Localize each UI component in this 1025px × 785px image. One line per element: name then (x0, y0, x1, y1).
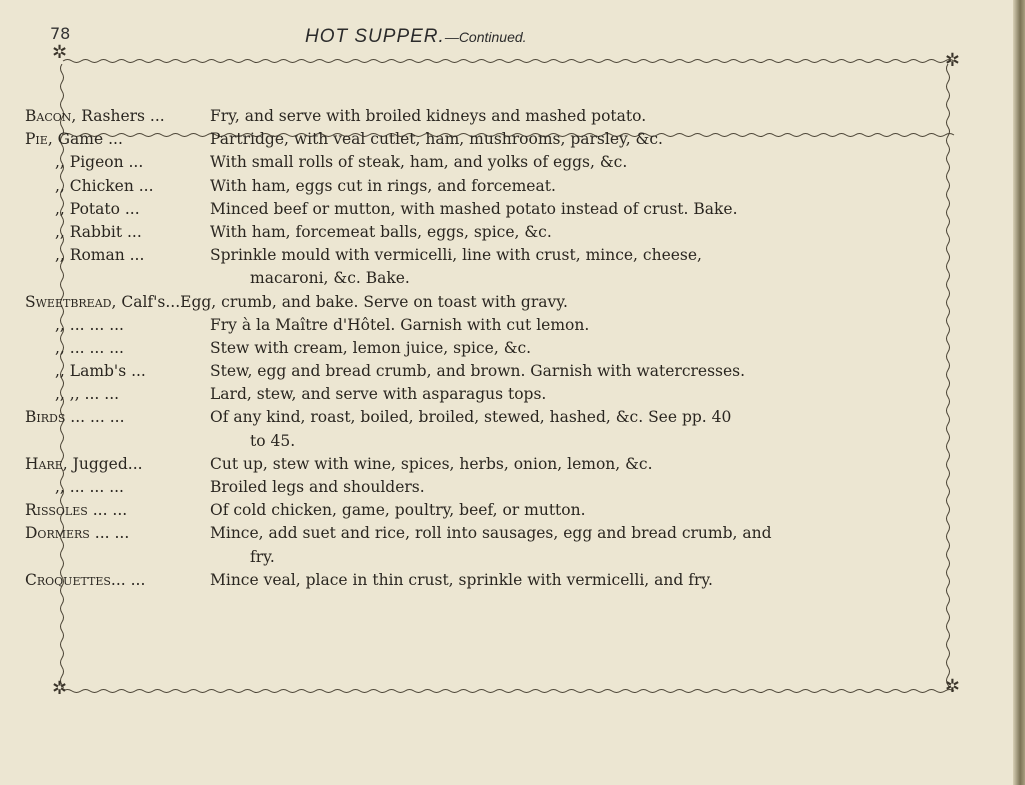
recipe-list (25, 105, 885, 592)
recipe-entry (25, 383, 885, 406)
recipe-entry (25, 267, 885, 290)
recipe-entry (25, 175, 885, 198)
entry-description: With small rolls of steak, ham, and yolks of eggs, &c. (210, 153, 628, 172)
entry-description: Partridge, with veal cutlet, ham, mushrooms, parsley, &c. (210, 130, 663, 149)
entry-description: Sprinkle mould with vermicelli, line with crust, mince, cheese, (210, 246, 702, 265)
recipe-entry (25, 499, 885, 522)
corner-ornament-icon: ✲ (52, 678, 68, 699)
entry-description: Minced beef or mutton, with mashed potato instead of crust. Bake. (210, 199, 738, 218)
entry-label: Bacon, Rashers ... (25, 107, 165, 125)
entry-description-continued: to 45. (250, 431, 296, 450)
entry-description: Fry, and serve with broiled kidneys and mashed potato. (210, 107, 647, 125)
book-spine-shadow (1013, 0, 1025, 785)
wavy-border-bottom (63, 686, 947, 696)
entry-description: Broiled legs and shoulders. (210, 478, 425, 496)
entry-description: With ham, forcemeat balls, eggs, spice, &c. (210, 222, 552, 241)
entry-description: Lard, stew, and serve with asparagus tops. (210, 385, 547, 404)
entry-label: Dormers ... ... (25, 524, 130, 543)
entry-label: ,, ... ... ... (55, 478, 124, 496)
entry-label: ,, Lamb's ... (55, 362, 146, 381)
recipe-entry (25, 406, 885, 429)
recipe-entry (25, 569, 885, 592)
entry-description: Fry à la Maître d'Hôtel. Garnish with cut lemon. (210, 315, 590, 334)
wavy-border-top (63, 56, 947, 66)
running-head (305, 26, 527, 48)
entry-label: Birds ... ... ... (25, 408, 125, 427)
entry-label: ,, Potato ... (55, 199, 140, 218)
recipe-entry (25, 291, 885, 314)
corner-ornament-icon: ✲ (52, 42, 68, 63)
entry-description: Mince veal, place in thin crust, sprinkle with vermicelli, and fry. (210, 570, 713, 589)
entry-label: ,, ... ... ... (55, 315, 124, 334)
entry-label: ,, Pigeon ... (55, 153, 144, 172)
recipe-entry (25, 546, 885, 569)
corner-ornament-icon: ✲ (944, 676, 960, 697)
running-head-suffix: —Continued. (444, 29, 527, 45)
entry-description: Stew with cream, lemon juice, spice, &c. (210, 338, 532, 357)
entry-label: Hare, Jugged... (25, 454, 143, 473)
entry-label: ,, Rabbit ... (55, 222, 142, 241)
recipe-entry (25, 151, 885, 174)
entry-description: With ham, eggs cut in rings, and forcemeat. (210, 176, 556, 195)
entry-label: Croquettes... ... (25, 570, 146, 589)
recipe-entry (25, 244, 885, 267)
running-head-title: HOT SUPPER. (305, 26, 445, 47)
recipe-entry (25, 221, 885, 244)
entry-description: Cut up, stew with wine, spices, herbs, onion, lemon, &c. (210, 454, 653, 473)
recipe-entry (25, 198, 885, 221)
recipe-entry (25, 430, 885, 453)
entry-label: ,, Chicken ... (55, 176, 154, 195)
corner-ornament-icon: ✲ (944, 50, 960, 71)
entry-description: Mince, add suet and rice, roll into sausages, egg and bread crumb, and (210, 524, 772, 543)
entry-description: Of cold chicken, game, poultry, beef, or mutton. (210, 501, 586, 520)
recipe-entry (25, 453, 885, 476)
recipe-entry (25, 476, 885, 499)
recipe-entry (25, 360, 885, 383)
entry-label: Pie, Game ... (25, 130, 123, 149)
entry-description: Of any kind, roast, boiled, broiled, stewed, hashed, &c. See pp. 40 (210, 408, 732, 427)
wavy-border-right (943, 64, 953, 688)
recipe-entry (25, 105, 885, 128)
recipe-entry (25, 314, 885, 337)
entry-full-text: Sweetbread, Calf's...Egg, crumb, and bake. Serve on toast with gravy. (25, 292, 568, 311)
recipe-entry (25, 337, 885, 360)
page-number: 78 (50, 24, 71, 43)
entry-description-continued: macaroni, &c. Bake. (250, 269, 410, 288)
entry-description-continued: fry. (250, 547, 275, 566)
recipe-entry (25, 128, 885, 151)
entry-label: ,, Roman ... (55, 246, 145, 265)
entry-description: Stew, egg and bread crumb, and brown. Garnish with watercresses. (210, 362, 746, 381)
recipe-entry (25, 522, 885, 545)
entry-label: Rissoles ... ... (25, 501, 128, 520)
entry-label: ,, ... ... ... (55, 338, 124, 357)
entry-label: ,, ,, ... ... (55, 385, 120, 404)
